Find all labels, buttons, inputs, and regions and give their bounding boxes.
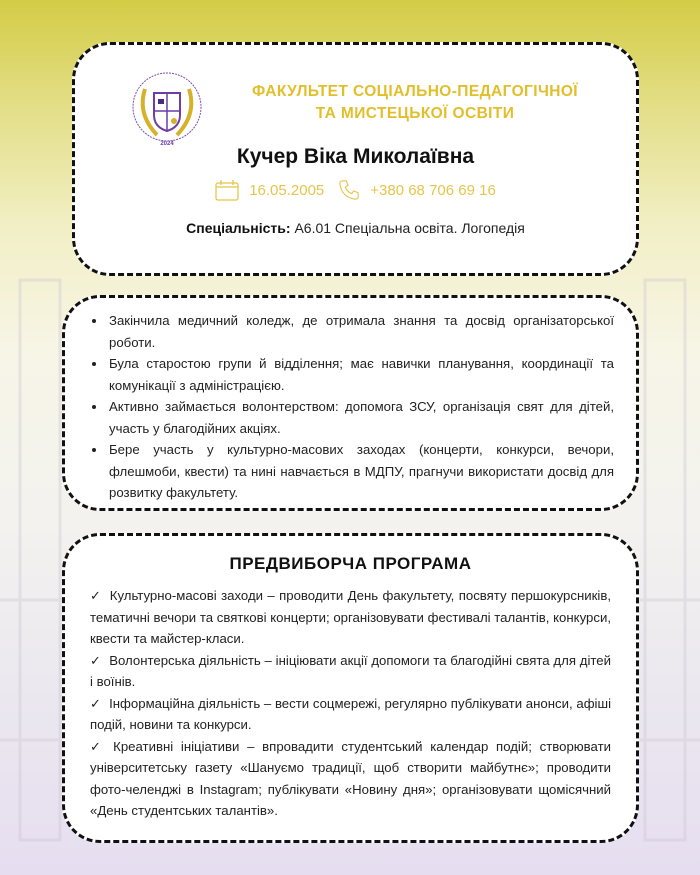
specialty <box>75 220 636 236</box>
check-icon: ✓ <box>90 652 102 668</box>
candidate-name: Кучер Віка Миколаївна <box>236 145 475 168</box>
program-item <box>90 585 611 650</box>
faculty-title-line-1: ФАКУЛЬТЕТ СОЦІАЛЬНО-ПЕДАГОГІЧНОЇ <box>252 83 578 100</box>
faculty-title <box>205 81 625 125</box>
specialty-label: Спеціальність: <box>186 220 291 236</box>
bio-card <box>62 295 639 511</box>
phone-value: +380 68 706 69 16 <box>370 181 496 199</box>
bio-item: • Була старостою групи й відділення; має навички планування, координації та комунікації з адміністрацією. <box>107 353 614 396</box>
contact-row <box>75 179 636 201</box>
program-title: ПРЕДВИБОРЧА ПРОГРАМА <box>229 554 472 573</box>
program-item-text: Волонтерська діяльність – ініціювати акції допомоги та благодійні свята для дітей і воїнів. <box>90 652 611 689</box>
check-icon: ✓ <box>90 588 102 603</box>
bio-item: • Бере участь у культурно-масових заходах (концерти, конкурси, вечори, флешмоби, квести) та нині навчається в МДПУ, прагнучи використати досвід для розвитку факультету. <box>107 439 614 504</box>
birth-date <box>215 179 324 201</box>
birth-date-value: 16.05.2005 <box>249 181 325 199</box>
program-item <box>90 693 611 736</box>
phone <box>338 179 496 201</box>
program-card <box>62 533 639 843</box>
calendar-icon <box>215 179 239 201</box>
program-list <box>90 585 611 822</box>
svg-text:2024: 2024 <box>160 141 174 147</box>
profile-card <box>72 42 639 276</box>
program-item-text: Креативні ініціативи – впровадити студентський календар подій; створювати університетську газету «Шануємо традиції, щоб створити майбутнє»; проводити фото-челенджі в Instagram; публікувати «Новину дня»; організовувати щомісячний «День студентських талантів». <box>90 738 611 818</box>
check-icon: ✓ <box>90 738 106 754</box>
faculty-logo <box>127 69 207 151</box>
program-item-text: Культурно-масові заходи – проводити День факультету, посвяту першокурсників, тематичні вечори та святкові концерти; організовувати фестивалі талантів, конкурси, квести та майстер-класи. <box>90 588 611 646</box>
faculty-title-line-2: ТА МИСТЕЦЬКОЇ ОСВІТИ <box>315 105 515 122</box>
program-item-text: Інформаційна діяльність – вести соцмережі, регулярно публікувати анонси, афіші подій, новини та конкурси. <box>90 695 611 732</box>
bio-item: • Активно займається волонтерством: допомога ЗСУ, організація свят для дітей, участь у благодійних акціях. <box>107 396 614 439</box>
program-item <box>90 650 611 693</box>
check-icon: ✓ <box>90 695 102 711</box>
program-item <box>90 736 611 822</box>
bio-list <box>87 310 614 504</box>
bio-item: • Закінчила медичний коледж, де отримала знання та досвід організаторської роботи. <box>107 310 614 353</box>
specialty-value: А6.01 Спеціальна освіта. Логопедія <box>290 220 525 236</box>
phone-icon <box>338 179 360 201</box>
